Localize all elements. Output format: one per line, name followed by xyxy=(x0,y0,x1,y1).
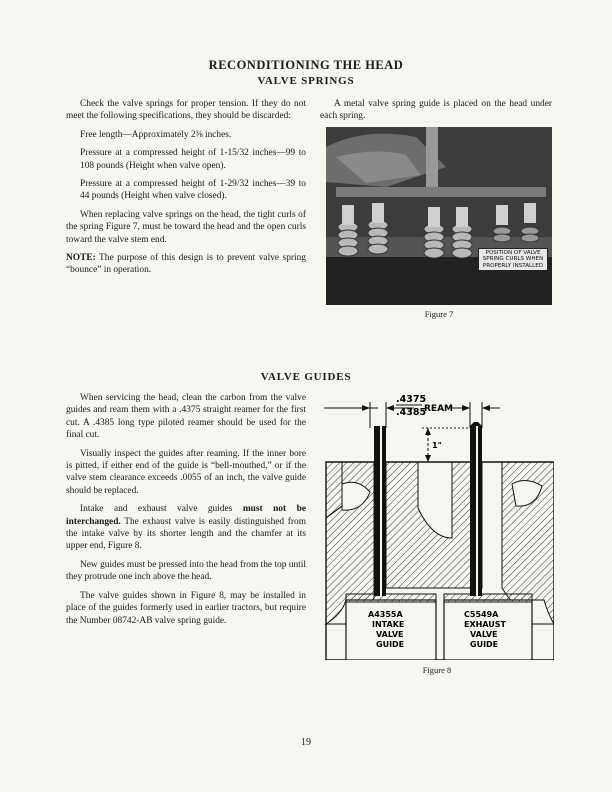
guides-paragraph-4: New guides must be pressed into the head from the top until they protrude one inch above the head. xyxy=(66,559,306,583)
note-label: NOTE: xyxy=(66,253,96,264)
note-text: The purpose of this design is to prevent valve spring “bounce” in operation. xyxy=(66,253,306,276)
inset-line-1: POSITION OF VALVE xyxy=(485,250,541,256)
exhaust-label-3: GUIDE xyxy=(470,640,499,649)
inset-line-3: PROPERLY INSTALLED xyxy=(482,262,544,269)
section-heading-valve-guides: VALVE GUIDES xyxy=(260,371,352,383)
valve-springs-column xyxy=(66,98,306,283)
exhaust-part-number: C5549A xyxy=(464,610,499,619)
replacing-paragraph: When replacing valve springs on the head, the tight curls of the spring Figure 7, must be toward the head and the open curls toward the valve stem end. xyxy=(66,209,306,245)
page-number: 19 xyxy=(301,737,311,748)
dim-vertical-label: 1" xyxy=(432,441,442,450)
exhaust-label-1: EXHAUST xyxy=(464,620,506,629)
spring-guide-paragraph: A metal valve spring guide is placed on the head under each spring. xyxy=(320,99,552,122)
section-heading-valve-springs: VALVE SPRINGS xyxy=(257,75,355,87)
spring-guide-text-block xyxy=(320,98,552,129)
spec-open: Pressure at a compressed height of 1-15/32 inches—99 to 108 pounds (Height when valve open). xyxy=(80,148,306,171)
guides-paragraph-2: Visually inspect the guides after reaming. If the inner bore is pitted, if either end of the guide is “bell-mouthed,” or if the valve stem clearance exceeds .0055 of an inch, the valve guide should be replaced. xyxy=(66,448,306,496)
intake-label-3: GUIDE xyxy=(376,640,405,649)
ream-label: REAM xyxy=(424,404,453,414)
figure8-diagram xyxy=(322,388,554,660)
figure7-inset-label xyxy=(478,248,548,271)
figure7-caption: Figure 7 xyxy=(424,309,454,319)
figure7-photo xyxy=(326,127,552,305)
page-title: RECONDITIONING THE HEAD xyxy=(208,58,404,72)
figure8-caption: Figure 8 xyxy=(422,665,452,675)
note-paragraph xyxy=(66,252,306,277)
dim-bottom-label: .4385 xyxy=(396,407,427,418)
guides-paragraph-1: When servicing the head, clean the carbon from the valve guides and ream them with a .4375 straight reamer for the first cut. A .4385 long type piloted reamer should be used for the final cut. xyxy=(66,393,306,441)
guides-p3-b: The exhaust valve is easily distinguished from the intake valve by its shorter length and the chamfer at its upper end, Figure 8. xyxy=(66,516,306,552)
dim-top-label: .4375 xyxy=(396,394,427,405)
spec-free-length: Free length—Approximately 2⅜ inches. xyxy=(80,129,232,140)
guides-p3-bold: must not be interchanged. xyxy=(66,504,306,527)
guides-p3-a: Intake and exhaust valve guides xyxy=(80,504,243,515)
intake-part-number: A4355A xyxy=(368,610,403,619)
spec-closed: Pressure at a compressed height of 1-29/32 inches—39 to 44 pounds (Height when valve closed). xyxy=(80,179,306,202)
valve-springs-intro: Check the valve springs for proper tension. If they do not meet the following specifications, they should be discarded: xyxy=(66,99,306,122)
intake-label-2: VALVE xyxy=(376,630,404,639)
figure7-illustration xyxy=(326,127,552,305)
guides-paragraph-3 xyxy=(66,503,306,553)
guides-paragraph-5: The valve guides shown in Figure 8, may be installed in place of the guides formerly used in earlier tractors, but require the Number 08742-AB valve spring guide. xyxy=(66,590,306,626)
valve-guides-column xyxy=(66,392,306,633)
exhaust-label-2: VALVE xyxy=(470,630,498,639)
intake-label-1: INTAKE xyxy=(372,620,405,629)
inset-line-2: SPRING CURLS WHEN xyxy=(482,256,544,263)
